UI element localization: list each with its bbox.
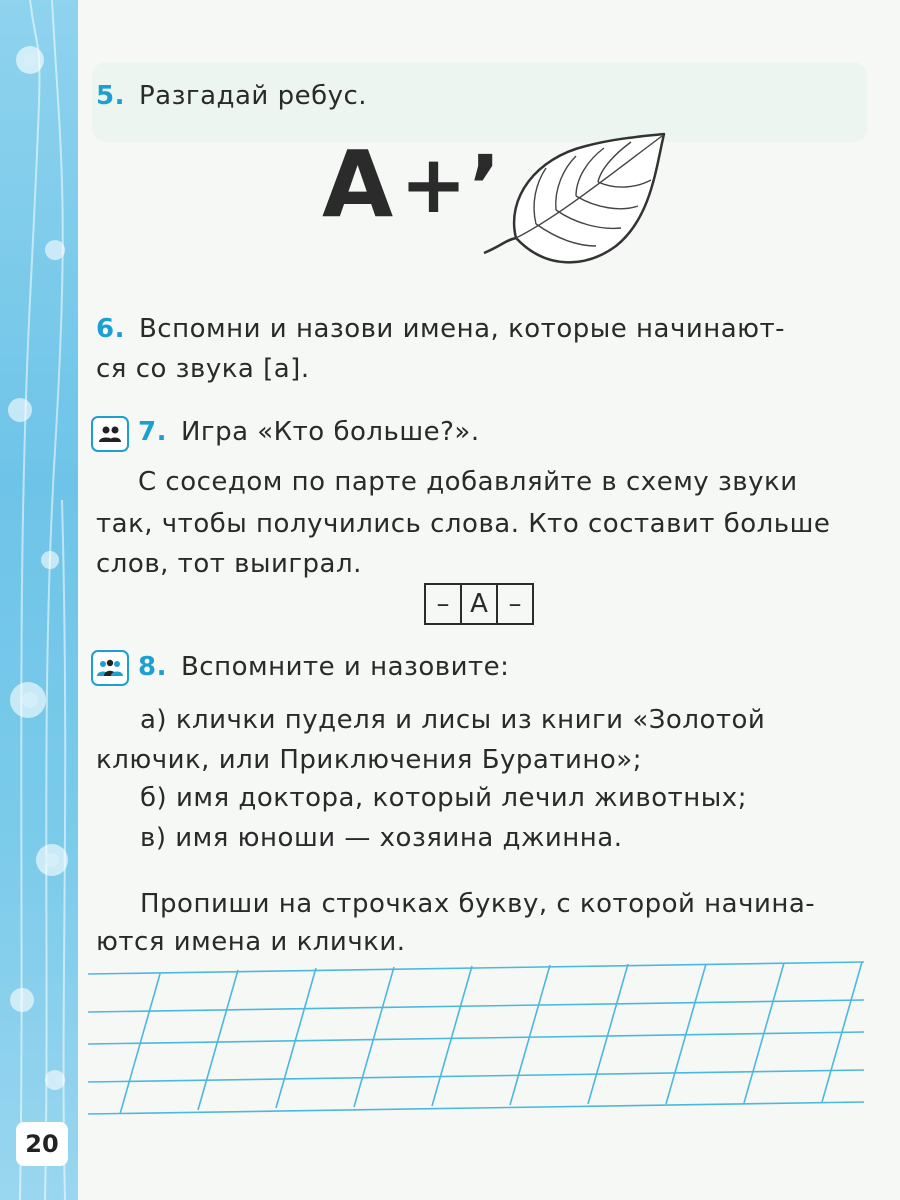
task-8-item-a-cont <box>96 740 870 780</box>
task-6-line-2: ся со звука [а]. <box>96 354 310 384</box>
birch-leaf-icon <box>476 128 676 278</box>
task-6-number: 6. <box>96 314 125 344</box>
copy-task <box>140 884 870 924</box>
copy-task-line-2: ются имена и клички. <box>96 927 406 957</box>
task-5-text: Разгадай ребус. <box>138 81 368 111</box>
task-7-number: 7. <box>138 417 167 447</box>
task-7-line-1: С соседом по парте добавляйте в схему звуки <box>138 467 798 497</box>
floral-decoration <box>0 0 78 1200</box>
schema-cell: – <box>508 589 522 619</box>
pair-work-icon <box>91 416 129 452</box>
rebus-plus: + <box>400 138 468 231</box>
decorative-side-strip <box>0 0 78 1200</box>
task-7-line-2: так, чтобы получились слова. Кто составит больше <box>96 509 831 539</box>
task-6-line-1: Вспомни и назови имена, которые начинают- <box>138 314 786 344</box>
task-7-title: Игра «Кто больше?». <box>180 417 480 447</box>
task-7-body <box>138 462 870 502</box>
task-8-item-b <box>140 778 870 818</box>
task-8-item-a <box>140 700 870 740</box>
task-5-number: 5. <box>96 81 125 111</box>
rebus-letter: А <box>322 131 394 238</box>
page-number: 20 <box>16 1122 68 1166</box>
task-8-title: Вспомните и назовите: <box>180 652 510 682</box>
task-8-line-a2: ключик, или Приключения Буратино»; <box>96 745 642 775</box>
handwriting-lines <box>88 942 878 1142</box>
task-8-line-a1: а) клички пуделя и лисы из книги «Золотой <box>140 705 766 735</box>
sound-schema <box>424 583 534 625</box>
task-7-title-line <box>138 412 870 452</box>
rebus-comma: , <box>470 95 501 188</box>
task-8-number: 8. <box>138 652 167 682</box>
task-6 <box>96 309 870 389</box>
task-8-line-c: в) имя юноши — хозяина джинна. <box>140 823 623 853</box>
task-7-line-3: слов, тот выиграл. <box>96 549 362 579</box>
copy-task-line-1: Пропиши на строчках букву, с которой начина- <box>140 889 816 919</box>
schema-cell: А <box>462 585 498 623</box>
task-7-body-cont <box>96 504 870 584</box>
task-8-title-line <box>138 647 870 687</box>
task-8-line-b: б) имя доктора, который лечил животных; <box>140 783 747 813</box>
task-8-item-c <box>140 818 870 858</box>
group-work-icon <box>91 650 129 686</box>
schema-cell: – <box>426 585 462 623</box>
